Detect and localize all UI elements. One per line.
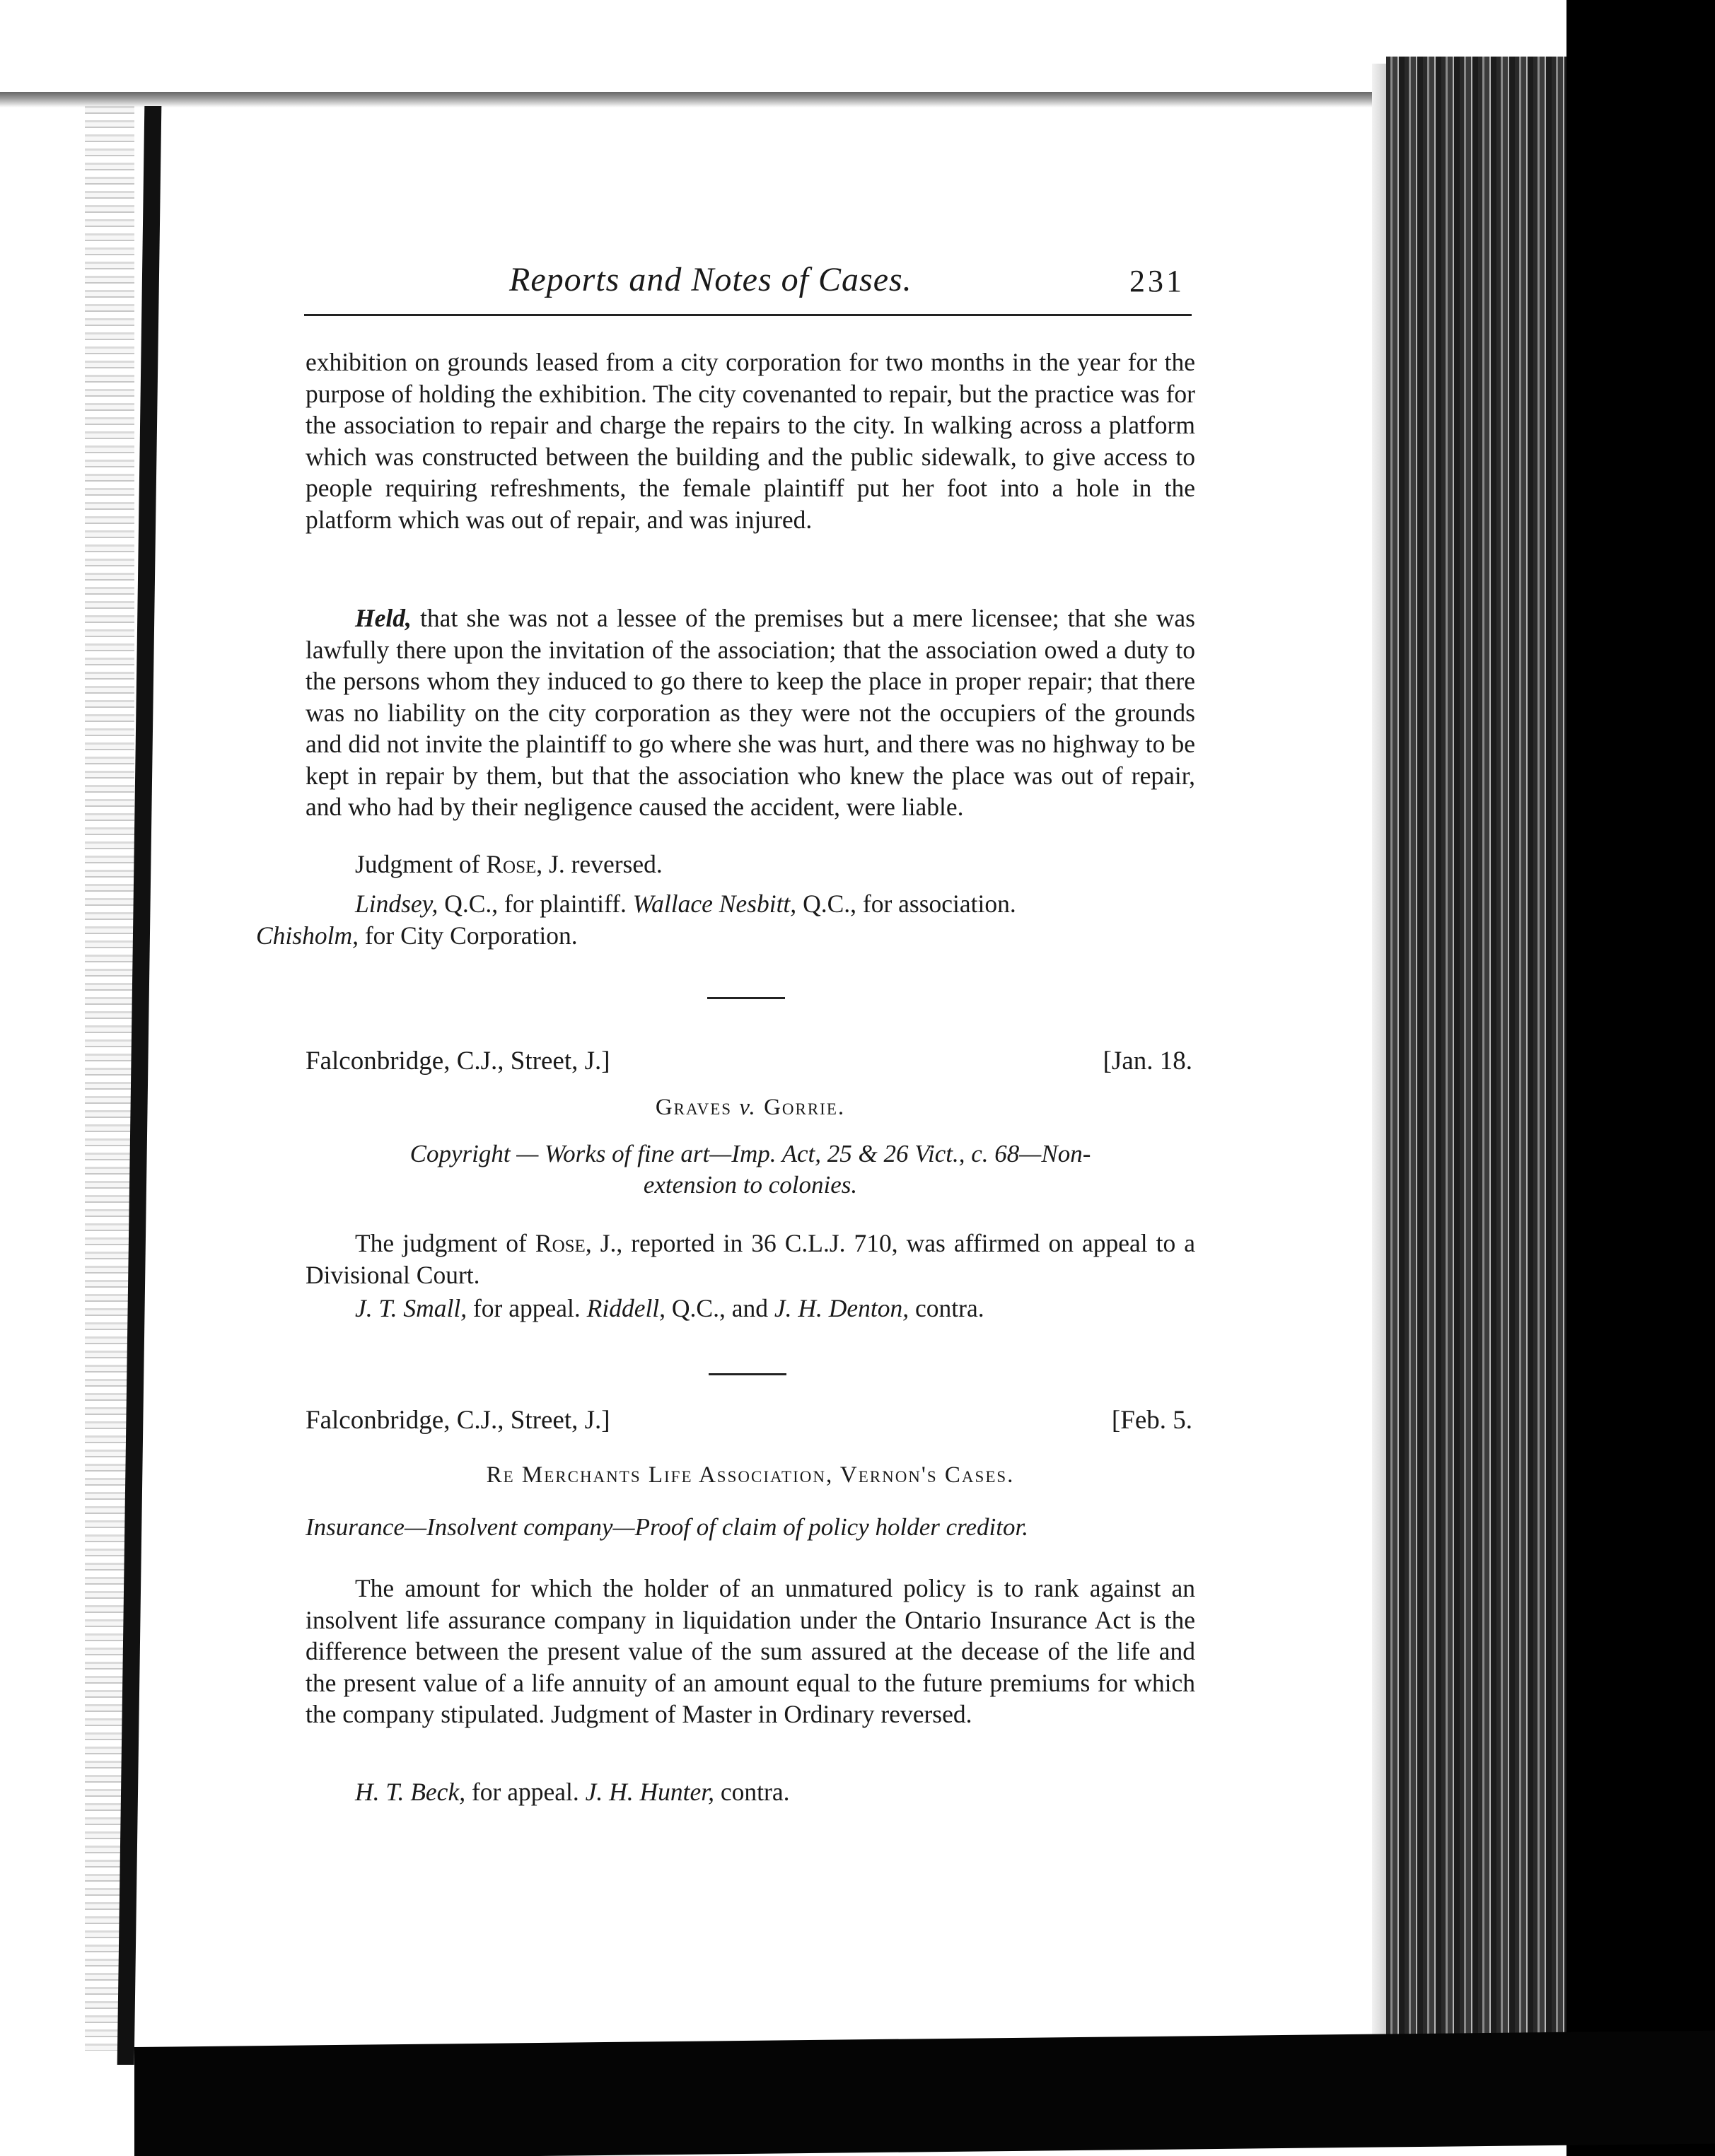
case1-counsel xyxy=(256,888,1195,951)
case3-body: The amount for which the holder of an unmatured policy is to rank against an insolvent life assurance company in liquidation under the Ontario Insurance Act is the difference between the present value of the sum assured at the decease of the life and the present value of a life annuity of an amount equal to the future premiums for which the company stipulated. Judgment of Master in Ordinary reversed. xyxy=(306,1574,1195,1728)
body-prefix: The judgment of xyxy=(355,1229,535,1257)
running-header xyxy=(304,260,1192,316)
headnote-line: Copyright — Works of fine art—Imp. Act, 25 & 26 Vict., c. 68—Non- xyxy=(409,1140,1091,1167)
versus: v. xyxy=(739,1095,757,1120)
case2-counsel xyxy=(306,1293,1195,1324)
case1-paragraph-held xyxy=(306,602,1195,823)
judgment-suffix: , J. reversed. xyxy=(536,850,663,878)
scan-right-border xyxy=(1566,0,1715,2156)
held-text: that she was not a lessee of the premises but a mere licensee; that she was lawfully there upon the invitation of the association; that the association owed a duty to the persons whom they induced to go there to keep the place in proper repair; that there was no liability on the city corporation as they were not the occupiers of the grounds and did not invite the plaintiff to go where she was hurt, and there was no highway to be kept in repair by them, but that the association who knew the place was out of repair, and who had by their negligence caused the accident, were liable. xyxy=(306,604,1195,821)
counsel-name: Riddell, xyxy=(586,1294,666,1322)
counsel-role: for appeal. xyxy=(467,1294,587,1322)
counsel-name: Wallace Nesbitt, xyxy=(632,890,797,918)
judgment-judge: Rose xyxy=(486,850,537,878)
running-title: Reports and Notes of Cases. xyxy=(509,261,912,298)
held-word: Held, xyxy=(355,604,412,632)
page-number: 231 xyxy=(1129,264,1185,298)
counsel-role: Q.C., and xyxy=(665,1294,774,1322)
case3-headnote: Insurance—Insolvent company—Proof of claim of policy holder creditor. xyxy=(306,1513,1028,1541)
case2-body xyxy=(306,1228,1195,1290)
judgment-prefix: Judgment of xyxy=(355,850,487,878)
case1-judgment xyxy=(306,849,1195,880)
body-judge: Rose xyxy=(535,1229,586,1257)
counsel-role: Q.C., for association. xyxy=(796,890,1016,918)
case2-headnote xyxy=(306,1138,1195,1201)
counsel-name: J. H. Hunter, xyxy=(585,1778,715,1806)
court-date: [Feb. 5. xyxy=(1111,1406,1192,1435)
counsel-role: contra. xyxy=(714,1778,790,1806)
court-judges: Falconbridge, C.J., Street, J.] xyxy=(306,1406,610,1435)
counsel-role: for City Corporation. xyxy=(358,921,578,950)
counsel-role: for appeal. xyxy=(465,1778,586,1806)
counsel-name: Lindsey, xyxy=(355,890,438,918)
counsel-name: J. H. Denton, xyxy=(774,1294,909,1322)
party-b: Gorrie. xyxy=(756,1095,846,1120)
body-text: , J., reported in 36 C.L.J. 710, was affirmed on appeal to a Divisional Court. xyxy=(306,1229,1196,1289)
counsel-name: H. T. Beck, xyxy=(355,1778,466,1806)
section-divider xyxy=(709,1373,786,1375)
counsel-role: contra. xyxy=(909,1294,984,1322)
headnote-line: extension to colonies. xyxy=(643,1171,858,1199)
counsel-role: Q.C., for plaintiff. xyxy=(438,890,633,918)
book-page-stack xyxy=(1386,57,1570,2065)
court-date: [Jan. 18. xyxy=(1103,1047,1192,1076)
counsel-name: Chisholm, xyxy=(256,921,359,950)
scan-bottom-border xyxy=(134,2031,1715,2156)
scan-top-shadow xyxy=(0,92,1400,107)
party-a: Graves xyxy=(655,1095,740,1120)
section-divider xyxy=(707,997,785,999)
counsel-name: J. T. Small, xyxy=(355,1294,467,1322)
court-judges: Falconbridge, C.J., Street, J.] xyxy=(306,1047,610,1076)
case2-title xyxy=(306,1095,1195,1121)
case1-paragraph-facts: exhibition on grounds leased from a city corporation for two months in the year for the purpose of holding the exhibition. The city covenanted to repair, but the practice was for the association to repair and charge the repairs to the city. In walking across a platform which was constructed between the building and the public sidewalk, to give access to people requiring refreshments, the female plaintiff put her foot into a hole in the platform which was out of repair, and was injured. xyxy=(306,348,1195,534)
case3-counsel xyxy=(306,1776,1195,1808)
case3-title: Re Merchants Life Association, Vernon's Cases. xyxy=(486,1462,1015,1488)
